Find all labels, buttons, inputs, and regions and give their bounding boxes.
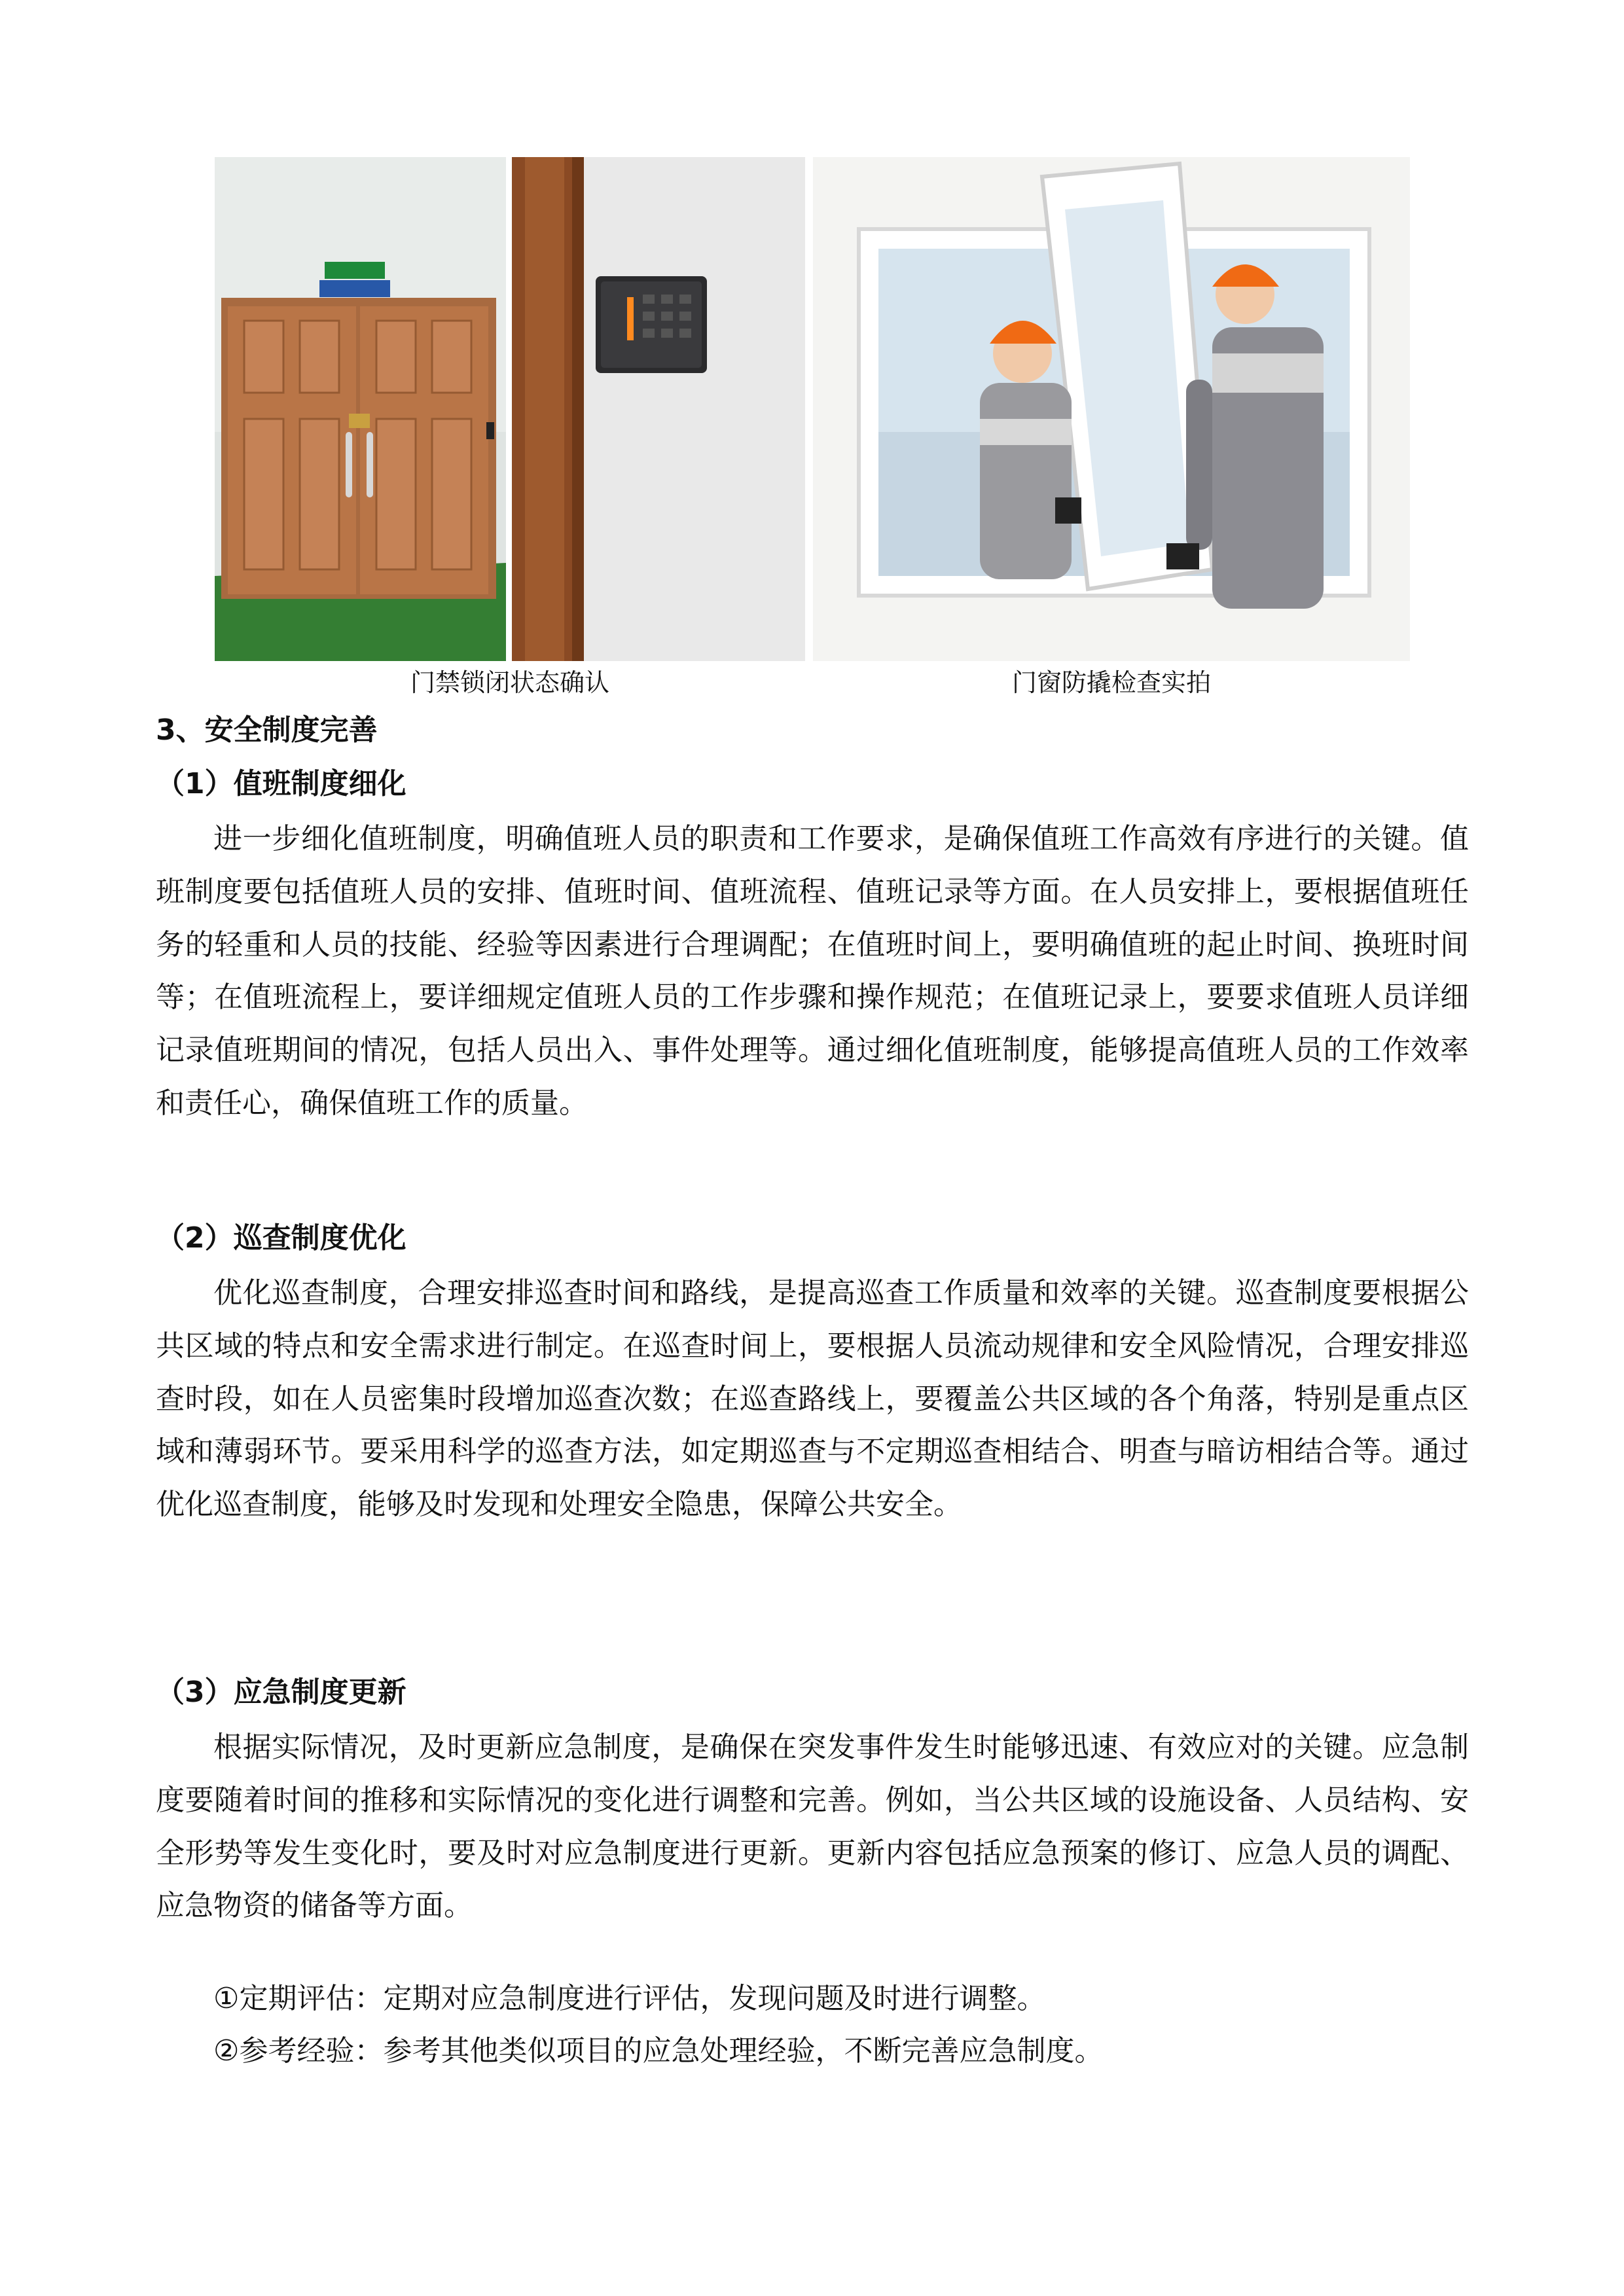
window-inspection-photo (813, 157, 1410, 661)
card-reader-illustration (512, 157, 805, 661)
subsection-heading-duty: （1）值班制度细化 (156, 767, 406, 800)
figure-caption-window-check: 门窗防撬检查实拍 (1011, 668, 1211, 697)
paragraph-patrol: 优化巡查制度，合理安排巡查时间和路线，是提高巡查工作质量和效率的关键。巡查制度要根据公共区域的特点和安全需求进行制定。在巡查时间上，要根据人员流动规律和安全风险情况，合理安排巡查时段，如在人员密集时段增加巡查次数；在巡查路线上，要覆盖公共区域的各个角落，特别是重点区域和薄弱环节。要采用科学的巡查方法，如定期巡查与不定期巡查相结合、明查与暗访相结合等。通过优化巡查制度，能够及时发现和处理安全隐患，保障公共安全。 (156, 1276, 1469, 1522)
paragraph-emergency: 根据实际情况，及时更新应急制度，是确保在突发事件发生时能够迅速、有效应对的关键。应急制度要随着时间的推移和实际情况的变化进行调整和完善。例如，当公共区域的设施设备、人员结构、安全形势等发生变化时，要及时对应急制度进行更新。更新内容包括应急预案的修订、应急人员的调配、应急物资的储备等方面。 (156, 1731, 1469, 1923)
list-item-reference-experience: ②参考经验：参考其他类似项目的应急处理经验，不断完善应急制度。 (213, 2034, 1104, 2068)
door-illustration (215, 157, 506, 661)
subsection-heading-patrol: （2）巡查制度优化 (156, 1221, 406, 1255)
subsection-heading-emergency: （3）应急制度更新 (156, 1676, 406, 1709)
figure-caption-access-lock: 门禁锁闭状态确认 (410, 668, 609, 697)
window-inspection-illustration (813, 157, 1410, 661)
door-photo (215, 157, 506, 661)
section-heading: 3、安全制度完善 (156, 713, 378, 747)
paragraph-duty: 进一步细化值班制度，明确值班人员的职责和工作要求，是确保值班工作高效有序进行的关键。值班制度要包括值班人员的安排、值班时间、值班流程、值班记录等方面。在人员安排上，要根据值班任务的轻重和人员的技能、经验等因素进行合理调配；在值班时间上，要明确值班的起止时间、换班时间等；在值班流程上，要详细规定值班人员的工作步骤和操作规范；在值班记录上，要要求值班人员详细记录值班期间的情况，包括人员出入、事件处理等。通过细化值班制度，能够提高值班人员的工作效率和责任心，确保值班工作的质量。 (156, 822, 1469, 1120)
card-reader-photo (512, 157, 805, 661)
list-item-regular-evaluation: ①定期评估：定期对应急制度进行评估，发现问题及时进行调整。 (213, 1982, 1046, 2015)
